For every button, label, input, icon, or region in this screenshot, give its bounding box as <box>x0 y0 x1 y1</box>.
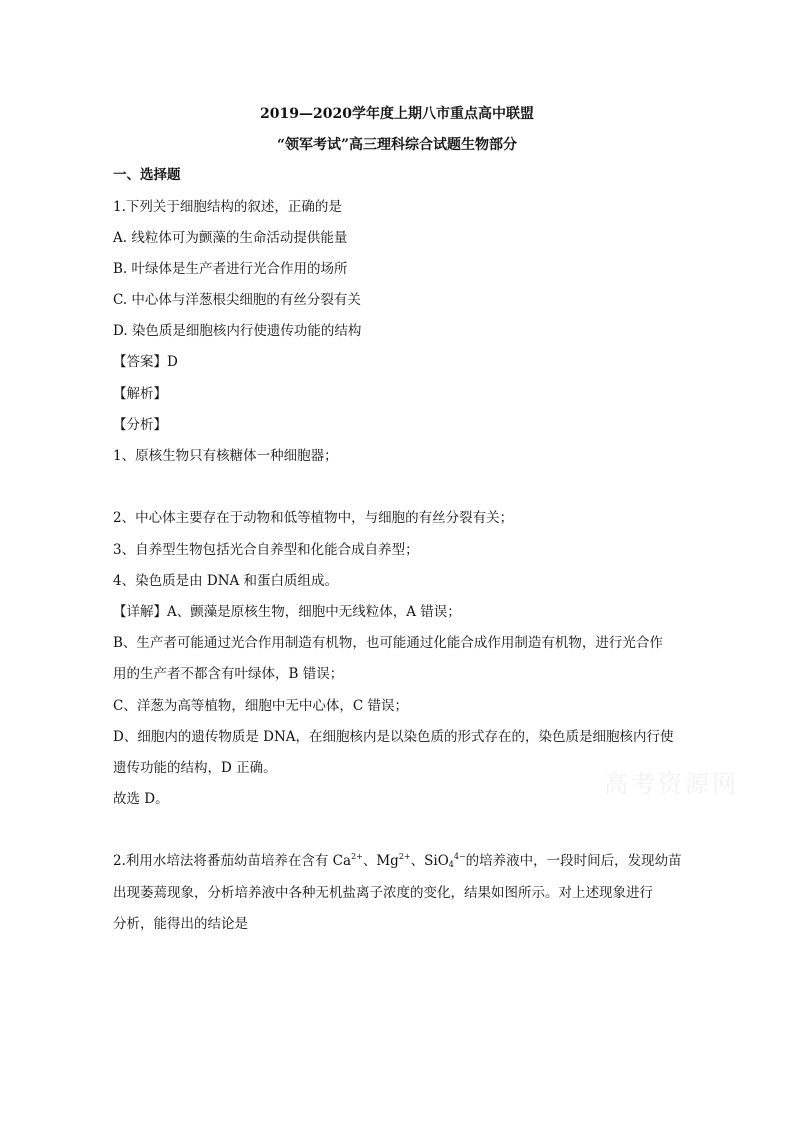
si-subscript: 4 <box>448 860 454 869</box>
q2-stem-prefix: 2.利用水培法将番茄幼苗培养在含有 Ca <box>113 853 352 869</box>
q2-sep-1: 、Mg <box>362 853 399 869</box>
exam-title-line-1: 2019—2020学年度上期八市重点高中联盟 <box>260 106 534 122</box>
fenxi-label: 【分析】 <box>113 417 167 433</box>
question-2-stem-line-2: 出现萎蔫现象，分析培养液中各种无机盐离子浓度的变化，结果如图所示。对上述现象进行 <box>113 885 653 901</box>
detail-line-4: C、洋葱为高等植物，细胞中无中心体，C 错误； <box>113 698 408 714</box>
exam-title-line-2: “领军考试”高三理科综合试题生物部分 <box>276 137 518 153</box>
detail-line-2: B、生产者可能通过光合作用制造有机物，也可能通过化能合成作用制造有机物，进行光合作 <box>113 635 663 651</box>
detail-line-1: 【详解】A、颤藻是原核生物，细胞中无线粒体，A 错误； <box>113 604 461 620</box>
question-2-stem-line-3: 分析，能得出的结论是 <box>113 916 248 932</box>
question-2-stem-line-1 <box>113 852 682 870</box>
detail-line-6: 遗传功能的结构，D 正确。 <box>113 760 277 776</box>
mg-charge: 2+ <box>398 852 411 861</box>
ca-charge: 2+ <box>351 852 363 861</box>
analysis-label: 【解析】 <box>113 386 167 402</box>
analysis-point-1: 1、原核生物只有核糖体一种细胞器； <box>113 448 338 464</box>
q2-sep-2: 、SiO <box>410 853 449 869</box>
question-1-option-a: A. 线粒体可为颤藻的生命活动提供能量 <box>113 230 348 246</box>
question-1-option-d: D. 染色质是细胞核内行使遗传功能的结构 <box>113 323 362 339</box>
analysis-point-4: 4、染色质是由 DNA 和蛋白质组成。 <box>113 573 339 589</box>
question-1-option-c: C. 中心体与洋葱根尖细胞的有丝分裂有关 <box>113 292 361 308</box>
analysis-point-3: 3、自养型生物包括光合自养型和化能合成自养型； <box>113 542 419 558</box>
watermark: 高考资源网 <box>604 770 739 798</box>
q2-stem-suffix: 的培养液中，一段时间后，发现幼苗 <box>465 853 682 869</box>
answer-label: 【答案】D <box>113 354 178 370</box>
conclusion-line: 故选 D。 <box>113 791 169 807</box>
si-charge: 4− <box>453 852 466 861</box>
detail-line-5: D、细胞内的遗传物质是 DNA，在细胞核内是以染色质的形式存在的，染色质是细胞核内行使 <box>113 729 674 745</box>
question-1-stem: 1.下列关于细胞结构的叙述，正确的是 <box>113 199 342 215</box>
detail-line-3: 用的生产者不都含有叶绿体，B 错误； <box>113 666 344 682</box>
question-1-option-b: B. 叶绿体是生产者进行光合作用的场所 <box>113 261 348 277</box>
section-heading: 一、选择题 <box>113 167 181 183</box>
analysis-point-2: 2、中心体主要存在于动物和低等植物中，与细胞的有丝分裂有关； <box>113 510 514 526</box>
